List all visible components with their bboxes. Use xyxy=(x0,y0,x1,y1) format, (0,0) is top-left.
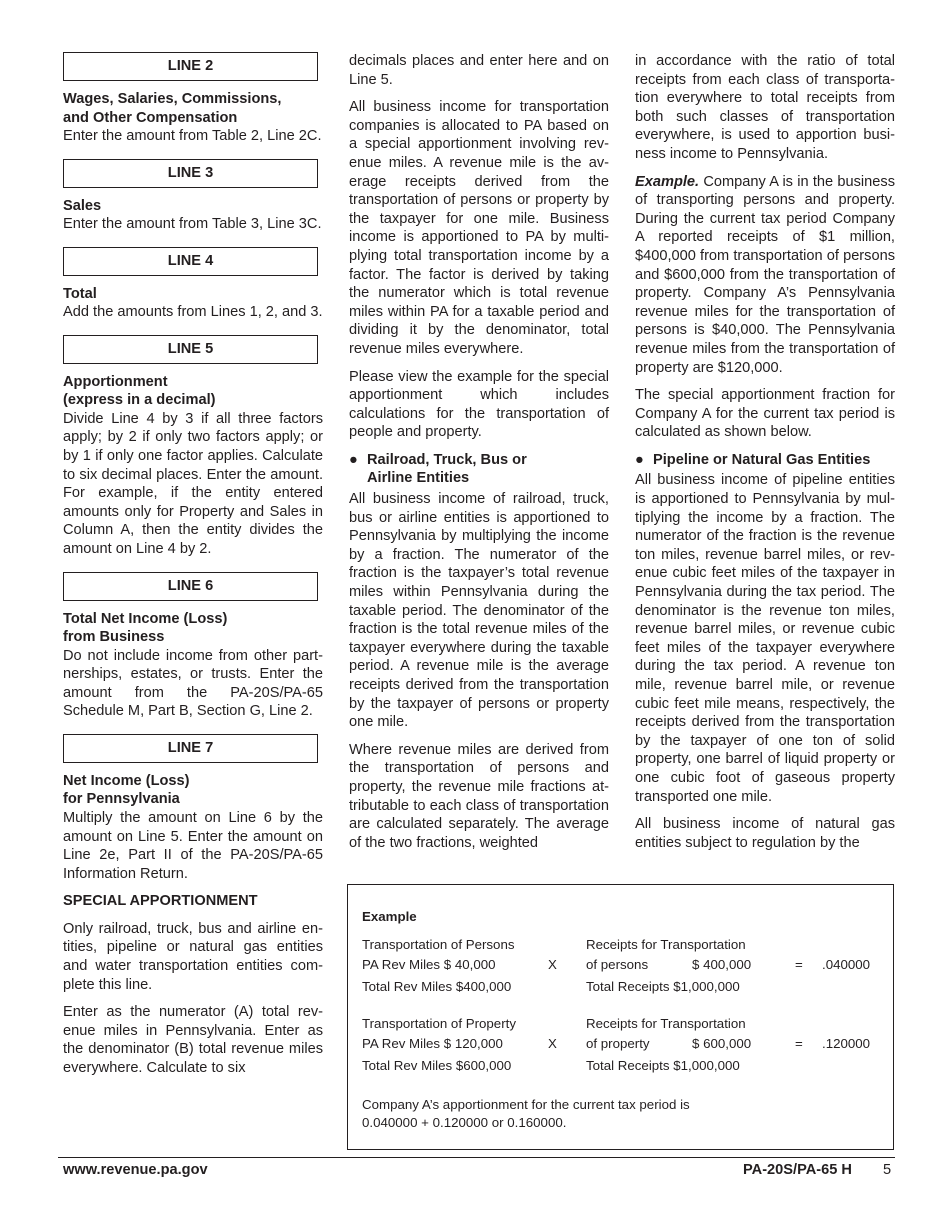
col2-paragraph-5: Where revenue miles are derived from the transportation of persons and property, the revenue mile fractions attributable to each class of transportation are calculated separately. The average of the two fractions, weighted xyxy=(349,741,609,851)
line-2-label: LINE 2 xyxy=(63,52,318,81)
line-7-label: LINE 7 xyxy=(63,734,318,763)
col3-paragraph-3: The special apportionment fraction for Company A for the current tax period is calculated as shown below. xyxy=(635,387,895,441)
pipeline-bullet-text: Pipeline or Natural Gas Entities xyxy=(653,451,871,468)
property-heading: Transportation of Property xyxy=(362,1016,516,1031)
line-6-heading-line-1: Total Net Income (Loss) xyxy=(63,610,228,627)
col3-paragraph-5: All business income of natural gas entities subject to regulation by the xyxy=(635,816,895,851)
line-7-heading-line-1: Net Income (Loss) xyxy=(63,772,190,789)
line-5-heading-line-2: (express in a decimal) xyxy=(63,392,216,409)
persons-heading: Transportation of Persons xyxy=(362,937,515,952)
property-multiply-sign: X xyxy=(548,1036,557,1051)
example-label: Example. xyxy=(635,173,700,190)
column-middle xyxy=(349,52,609,861)
example-paragraph-text: Company A is in the business of transporting persons and property. During the current tax period Company A reported receipts of $1 million, $400,000 from transportation of persons and $600,000 from the transportation of property. Company A’s Pennsylvania revenue miles for the transportation of persons is $40,000. The Pennsylvania revenue miles from the transportation of property are $120,000. xyxy=(635,173,895,376)
line-5-heading-line-1: Apportionment xyxy=(63,373,168,390)
property-result: .120000 xyxy=(822,1036,871,1051)
persons-receipts-label: of persons xyxy=(586,957,649,972)
column-right xyxy=(635,52,895,861)
line-2-heading xyxy=(63,90,323,127)
line-4-text: Add the amounts from Lines 1, 2, and 3. xyxy=(63,304,323,321)
line-7-heading xyxy=(63,772,323,809)
railroad-bullet-line-1: Railroad, Truck, Bus or xyxy=(367,451,527,468)
persons-total-rev-miles: Total Rev Miles $400,000 xyxy=(362,979,512,994)
special-apportionment-heading: SPECIAL APPORTIONMENT xyxy=(63,893,258,910)
line-6-label: LINE 6 xyxy=(63,572,318,601)
line-7-heading-line-2: for Pennsylvania xyxy=(63,791,180,808)
example-summary-line-2: 0.040000 + 0.120000 or 0.160000. xyxy=(362,1115,567,1130)
persons-result: .040000 xyxy=(822,957,871,972)
property-total-rev-miles: Total Rev Miles $600,000 xyxy=(362,1058,512,1073)
line-5-label: LINE 5 xyxy=(63,335,318,364)
page-number: 5 xyxy=(883,1162,892,1178)
line-3-text: Enter the amount from Table 3, Line 3C. xyxy=(63,216,322,233)
col2-paragraph-3: Please view the example for the special apportionment which includes calculations for the transportation of people and property. xyxy=(349,368,609,441)
property-receipts-label: of property xyxy=(586,1036,650,1051)
line-6-heading-line-2: from Business xyxy=(63,629,165,646)
line-5-text: Divide Line 4 by 3 if all three factors apply; by 2 if only two factors apply; or by 1 if only one factor applies. Calculate to six decimal places. Enter the amount. For example, if the entity entered amounts only for Property and Sales in Column A, then the entity divides the amount on Line 4 by 2. xyxy=(63,410,323,557)
special-apportionment-text-2: Enter as the numerator (A) total revenue miles in Pennsylvania. Enter as the denominator (B) total revenue miles everywhere. Calculate to six xyxy=(63,1004,323,1076)
example-box-title: Example xyxy=(362,909,417,924)
pipeline-bullet-heading xyxy=(635,451,895,470)
bullet-icon: ● xyxy=(635,451,644,468)
line-6-heading xyxy=(63,610,323,647)
col2-paragraph-4: All business income of railroad, truck, bus or airline entities is apportioned to Pennsylvania by multiplying the income by a fraction. The numerator of the fraction is the taxpayer’s total revenue miles within Pennsylvania during the taxable period. The denominator of the fraction is the total revenue miles of the taxpayer everywhere during the taxable period. A revenue mile is the average receipts derived from the transportation by the taxpayer of persons or property one mile. xyxy=(349,491,609,731)
property-receipts-heading: Receipts for Transportation xyxy=(586,1016,746,1031)
footer-divider xyxy=(58,1157,895,1158)
footer-website: www.revenue.pa.gov xyxy=(63,1162,208,1178)
persons-multiply-sign: X xyxy=(548,957,557,972)
persons-receipts-heading: Receipts for Transportation xyxy=(586,937,746,952)
persons-receipts-value: $ 400,000 xyxy=(692,957,752,972)
example-box xyxy=(347,884,894,1150)
persons-equals-sign: = xyxy=(795,957,803,972)
col3-paragraph-1: in accordance with the ratio of total receipts from each class of transportation everywhere to total receipts from both such classes of transportation everywhere, is used to apportion business income to Pennsylvania. xyxy=(635,53,895,162)
col3-example-paragraph xyxy=(635,173,895,378)
special-apportionment-text-1: Only railroad, truck, bus and airline entities, pipeline or natural gas entities and water transportation entities complete this line. xyxy=(63,920,323,993)
railroad-bullet-line-2: Airline Entities xyxy=(367,470,470,487)
property-equals-sign: = xyxy=(795,1036,803,1051)
col3-paragraph-4: All business income of pipeline entities is apportioned to Pennsylvania by multiplying the income by a fraction. The numerator of the fraction is the revenue ton miles, revenue barrel miles, or revenue cubic feet miles of the taxpayer in Pennsylvania during the tax period. The denominator is the revenue ton miles, revenue barrel miles, or revenue cubic feet miles of the taxpayer everywhere during the tax period. A revenue ton mile, revenue barrel mile, or revenue cubic feet mile means, respectively, the receipts derived from the transportation by the taxpayer of one ton of solid property, one barrel of liquid property or one cubic foot of gaseous property transported one mile. xyxy=(635,472,895,805)
line-4-heading: Total xyxy=(63,285,97,302)
bullet-icon: ● xyxy=(349,451,358,468)
persons-pa-rev-miles: PA Rev Miles $ 40,000 xyxy=(362,957,496,972)
railroad-bullet-heading xyxy=(349,451,609,488)
column-left xyxy=(63,52,323,1087)
line-4-label: LINE 4 xyxy=(63,247,318,276)
line-2-text: Enter the amount from Table 2, Line 2C. xyxy=(63,128,322,144)
example-summary-line-1: Company A’s apportionment for the current tax period is xyxy=(362,1097,690,1112)
col2-paragraph-1: decimals places and enter here and on Line 5. xyxy=(349,53,609,88)
line-3-label: LINE 3 xyxy=(63,159,318,188)
line-2-heading-line-2: and Other Compensation xyxy=(63,109,238,126)
line-7-text: Multiply the amount on Line 6 by the amount on Line 5. Enter the amount on Line 2e, Part II of the PA-20S/PA-65 Information Return. xyxy=(63,809,323,882)
line-3-heading: Sales xyxy=(63,197,102,214)
line-6-text: Do not include income from other partnerships, estates, or trusts. Enter the amount from the PA-20S/PA-65 Schedule M, Part B, Section G, Line 2. xyxy=(63,647,323,720)
line-5-heading xyxy=(63,373,323,410)
property-pa-rev-miles: PA Rev Miles $ 120,000 xyxy=(362,1036,503,1051)
persons-total-receipts: Total Receipts $1,000,000 xyxy=(586,979,740,994)
col2-paragraph-2: All business income for transportation companies is allocated to PA based on a special apportionment involving revenue miles. A revenue mile is the average receipts derived from the transportation of persons or property by the taxpayer for one mile. Business income is apportioned to PA by multiplying total transportation income by a factor. The factor is derived by taking the numerator which is total revenue miles within PA for a taxable period and dividing it by the denominator, total revenue miles everywhere. xyxy=(349,99,609,357)
footer-form-id: PA-20S/PA-65 H xyxy=(743,1162,852,1178)
property-total-receipts: Total Receipts $1,000,000 xyxy=(586,1058,740,1073)
line-2-heading-line-1: Wages, Salaries, Commissions, xyxy=(63,91,282,107)
property-receipts-value: $ 600,000 xyxy=(692,1036,752,1051)
